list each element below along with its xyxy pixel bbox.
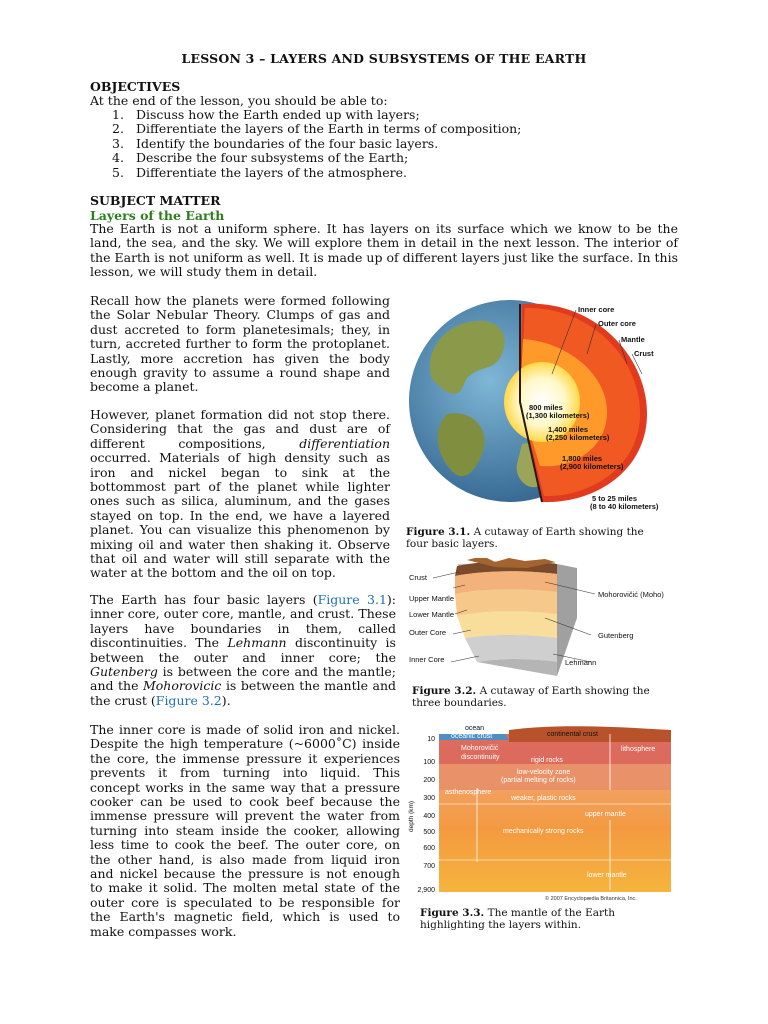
label-moho-2: discontinuity — [461, 754, 500, 761]
label-mantle: Mantle — [621, 335, 645, 344]
objectives-list — [90, 108, 610, 180]
list-item: 2. Differentiate the layers of the Earth in terms of composition; — [112, 121, 522, 137]
label-rigid-rocks: rigid rocks — [531, 757, 563, 764]
objectives-heading: OBJECTIVES — [90, 79, 181, 94]
tick-label: 200 — [423, 777, 435, 784]
label-1800-miles: 1,800 miles — [562, 454, 603, 463]
label-5-25-miles: 5 to 25 miles — [592, 494, 638, 503]
label-lower-mantle: lower mantle — [587, 872, 627, 879]
axis-label-depth: depth (km) — [408, 800, 415, 832]
depth-axis — [417, 736, 435, 894]
tick-label: 300 — [423, 795, 435, 802]
inner-core-band — [465, 635, 557, 662]
paragraph-intro: The Earth is not a uniform sphere. It has layers on its surface which we know to be the land, the sea, and the sky. We will explore them in detail in the next lesson. The interior of the Earth is not uniform as well. It is made up of different layers just like the surface. In this lesson, we will study them in detail. — [90, 221, 678, 280]
outer-core-band — [457, 611, 557, 638]
label-lower-mantle: Lower Mantle — [409, 610, 455, 619]
label-continental-crust: continental crust — [547, 731, 598, 738]
label-lehmann: Lehmann — [565, 658, 597, 667]
copyright-note: © 2007 Encyclopædia Britannica, Inc. — [545, 896, 637, 902]
label-lvz-1: low-velocity zone — [517, 769, 571, 776]
label-1400-miles: 1,400 miles — [548, 425, 589, 434]
label-moho-1: Mohorovičić — [461, 745, 499, 752]
list-item: 5. Differentiate the layers of the atmosphere. — [112, 164, 407, 180]
label-lithosphere: lithosphere — [621, 746, 656, 753]
figure-3-2-link[interactable]: Figure 3.2 — [155, 692, 222, 708]
label-inner-core: Inner core — [578, 305, 615, 314]
tick-label: 500 — [423, 829, 435, 836]
label-upper-mantle: Upper Mantle — [409, 594, 455, 603]
tick-label: 700 — [423, 863, 435, 870]
figure-3-1-earth-cutaway — [402, 294, 688, 520]
label-lvz-2: (partial melting of rocks) — [501, 777, 576, 784]
paragraph-formation: Recall how the planets were formed following the Solar Nebular Theory. Clumps of gas and dust accreted to form planetesimals; they, in turn, accreted further to form the protoplanet. Lastly, more accretion has given the body enough gravity to assume a round shape and become a planet. — [90, 293, 390, 395]
label-inner-core: Inner Core — [409, 655, 445, 664]
label-gutenberg: Gutenberg — [598, 631, 634, 640]
label-2900-km: (2,900 kilometers) — [560, 462, 624, 471]
label-crust: Crust — [409, 573, 427, 582]
tick-label: 2,900 — [417, 887, 435, 894]
label-crust: Crust — [634, 349, 654, 358]
label-8-40-km: (8 to 40 kilometers) — [590, 502, 659, 511]
figure-3-2-caption: Figure 3.2. A cutaway of Earth showing the three boundaries. — [412, 685, 650, 709]
label-oceanic-crust: oceanic crust — [451, 733, 493, 740]
list-item: 4. Describe the four subsystems of the Earth; — [112, 150, 409, 166]
figure-3-1-caption: Figure 3.1. A cutaway of Earth showing the four basic layers. — [406, 526, 644, 550]
list-item: 1. Discuss how the Earth ended up with layers; — [112, 107, 420, 122]
figure-3-1-link[interactable]: Figure 3.1 — [317, 592, 387, 607]
layers-subheading: Layers of the Earth — [90, 208, 225, 223]
label-asthenosphere: asthenosphere — [445, 789, 492, 796]
tick-label: 400 — [423, 813, 435, 820]
tick-label: 10 — [427, 736, 435, 743]
tick-label: 600 — [423, 845, 435, 852]
label-strong-rocks: mechanically strong rocks — [503, 828, 584, 835]
label-outer-core: Outer Core — [409, 628, 447, 637]
tick-label: 100 — [423, 759, 435, 766]
figure-3-3-caption: Figure 3.3. The mantle of the Earth highlighting the layers within. — [420, 907, 615, 931]
paragraph-basic-layers: The Earth has four basic layers (Figure 3.1): inner core, outer core, mantle, and crust. These layers have boundaries in them, called discontinuities. The Lehmann discontinuity is between the outer and inner core; the Gutenberg is between the core and the mantle; and the Mohorovicic is between the mantle and the crust (Figure 3.2). — [90, 592, 397, 708]
objectives-intro: At the end of the lesson, you should be able to: — [90, 93, 388, 108]
figure-3-2-boundaries-cutaway — [405, 558, 685, 682]
label-ocean: ocean — [465, 725, 485, 732]
label-weaker-rocks: weaker, plastic rocks — [511, 795, 576, 802]
label-moho: Mohorovičić (Moho) — [598, 590, 664, 599]
paragraph-differentiation: However, planet formation did not stop there. Considering that the gas and dust are of different compositions, differentiation occurred. Materials of high density such as iron and nickel began to sink at the bottommost part of the planet while lighter ones such as silica, aluminum, and the gases stayed on top. In the end, we have a layered planet. You can visualize this phenomenon by mixing oil and water then shaking it. Observe that oil and water will still separate with the water at the bottom and the oil on top. — [90, 407, 390, 581]
list-item: 3. Identify the boundaries of the four basic layers. — [112, 135, 439, 151]
label-2250-km: (2,250 kilometers) — [546, 433, 610, 442]
paragraph-core: The inner core is made of solid iron and nickel. Despite the high temperature (~6000˚C) inside the core, the immense pressure it experiences prevents it from turning into liquid. This concept works in the same way that a pressure cooker can be used to cook beef because the immense pressure will prevent the water from turning into steam inside the cooker, allowing less time to cook the beef. The outer core, on the other hand, is also made from liquid iron and nickel because the pressure is not enough to make it solid. The molten metal state of the outer core is speculated to be responsible for the Earth's magnetic field, which is used to make compasses work. — [90, 722, 400, 939]
label-outer-core: Outer core — [598, 319, 636, 328]
label-upper-mantle: upper mantle — [585, 811, 626, 818]
subject-heading: SUBJECT MATTER — [90, 193, 221, 208]
figure-3-3-mantle-layers — [405, 722, 679, 904]
label-800-miles: 800 miles — [529, 403, 563, 412]
page-title: LESSON 3 – LAYERS AND SUBSYSTEMS OF THE EARTH — [181, 51, 587, 66]
label-1300-km: (1,300 kilometers) — [526, 411, 590, 420]
